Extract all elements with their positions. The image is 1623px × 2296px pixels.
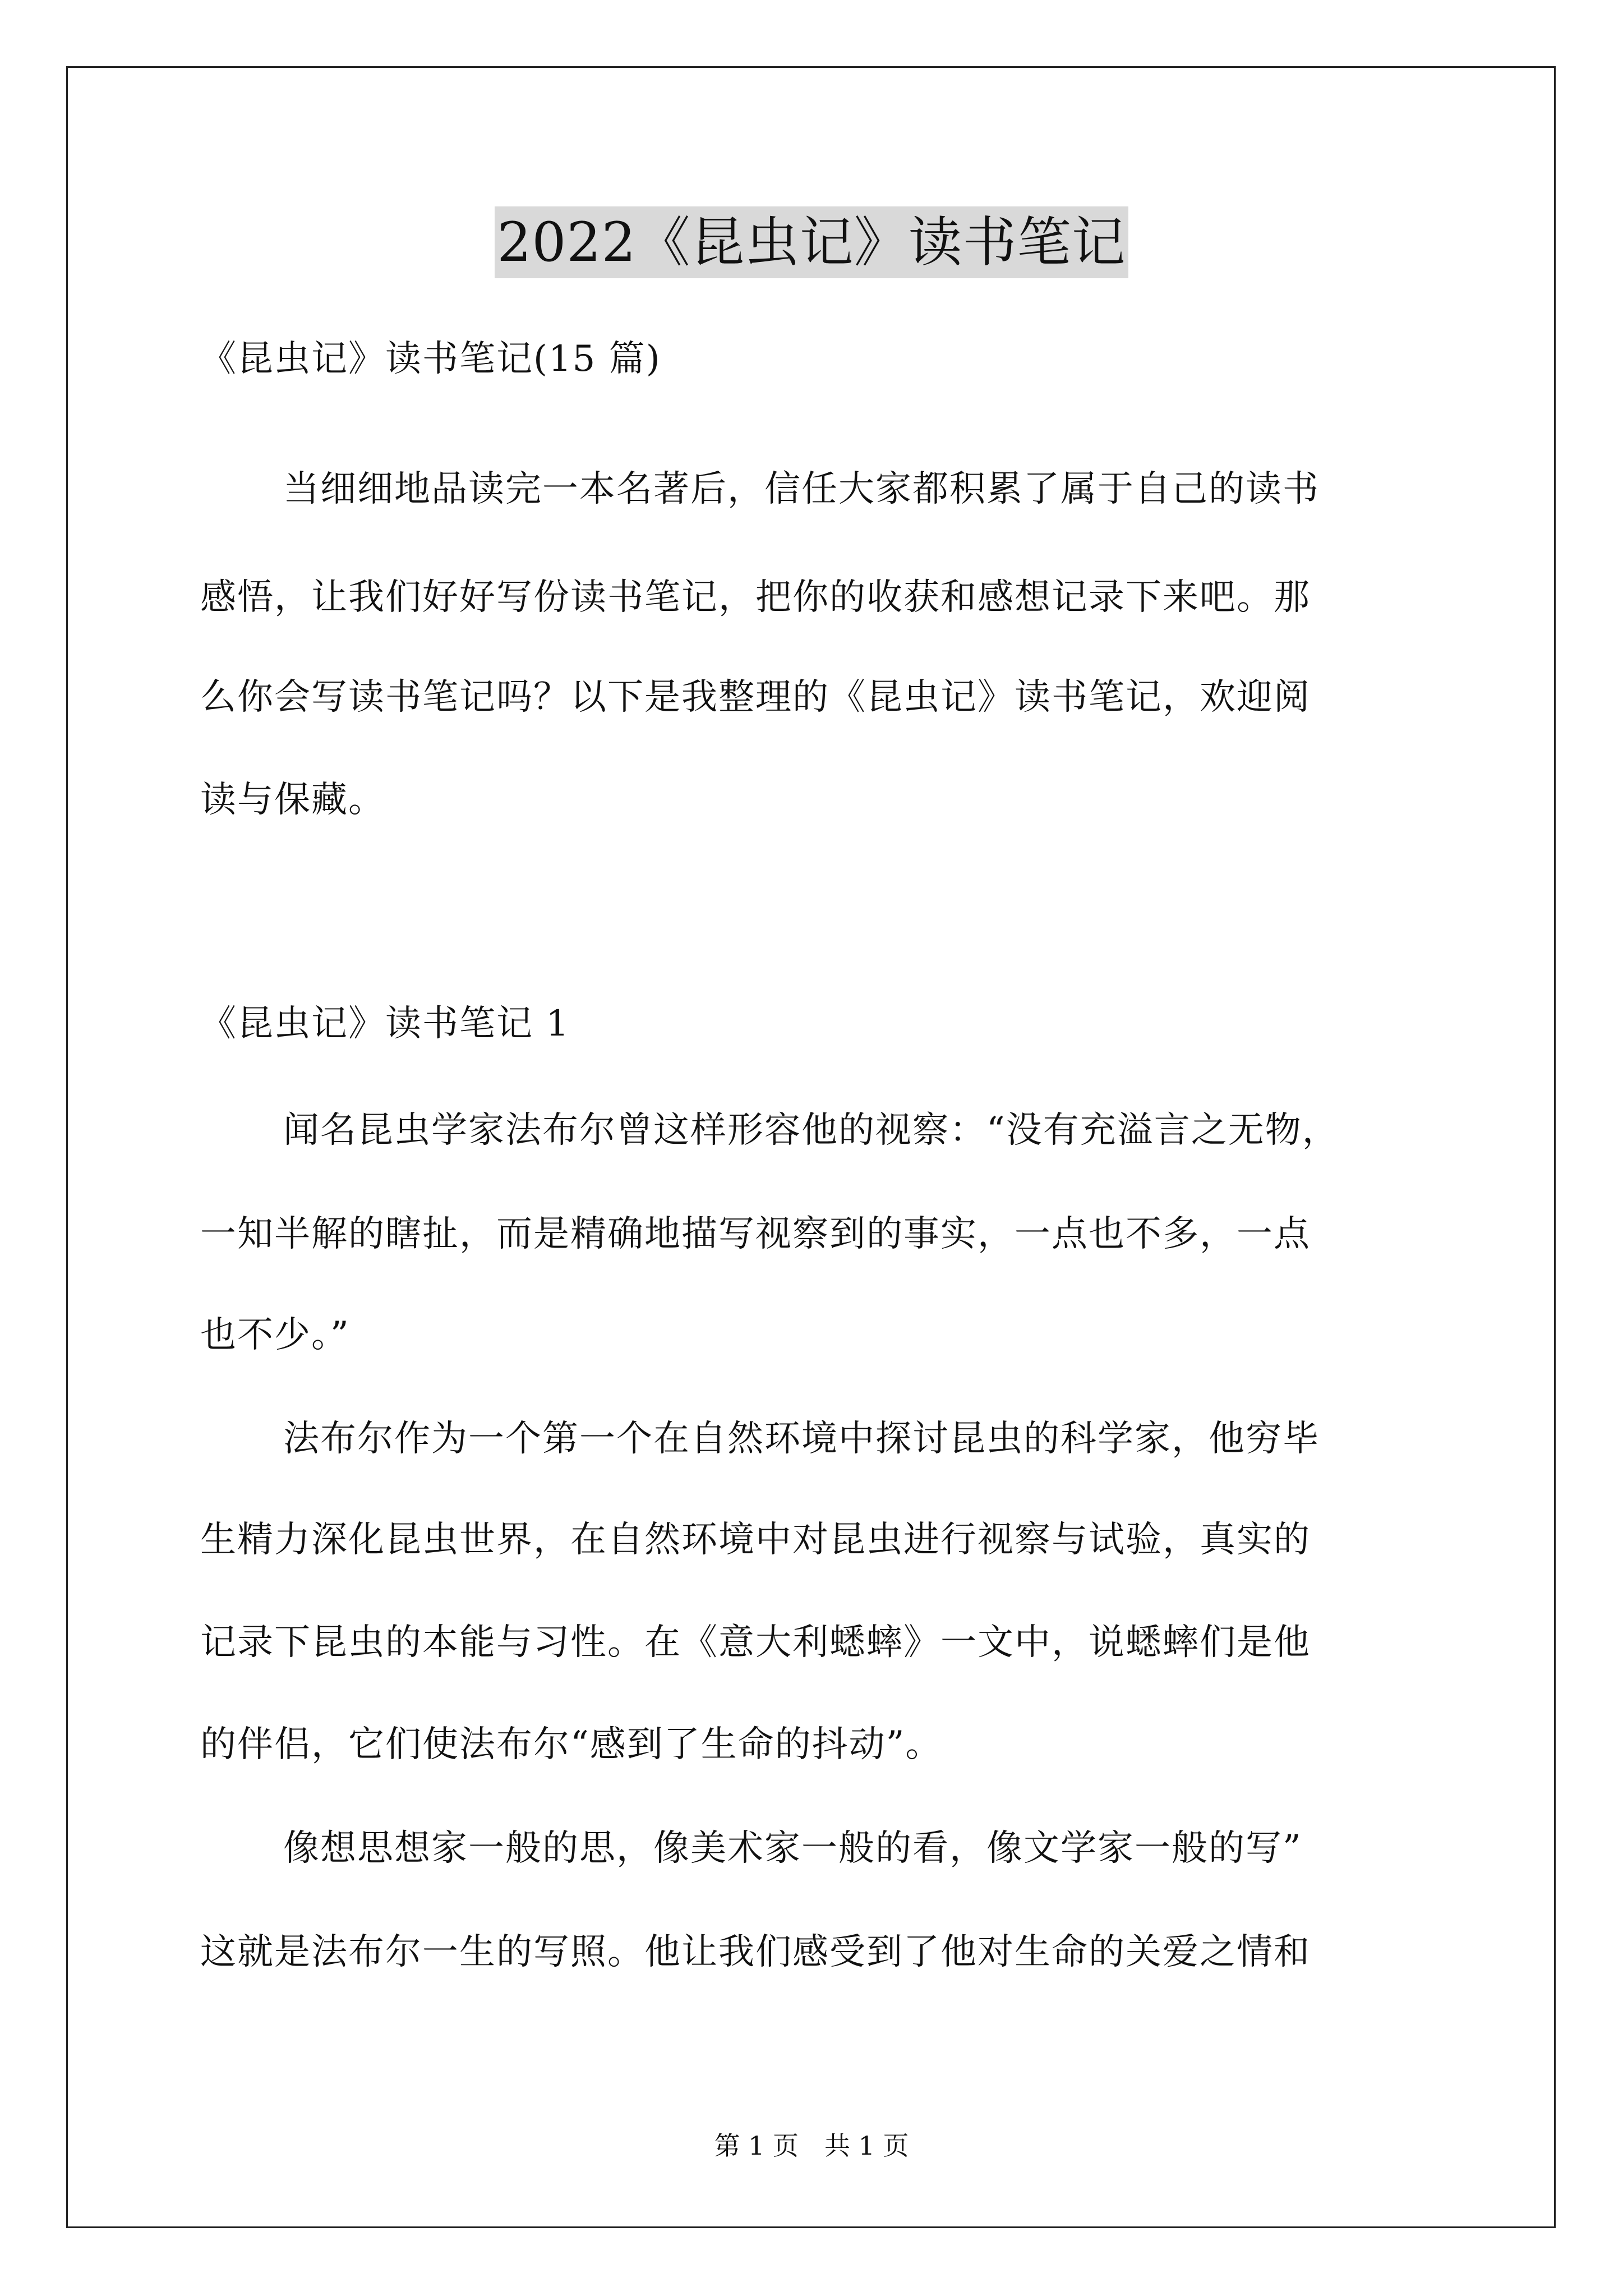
paragraph-line: 么你会写读书笔记吗？以下是我整理的《昆虫记》读书笔记，欢迎阅	[200, 677, 1311, 718]
section-heading: 《昆虫记》读书笔记(15 篇)	[200, 338, 661, 380]
paragraph-line: 这就是法布尔一生的写照。他让我们感受到了他对生命的关爱之情和	[200, 1931, 1311, 1973]
paragraph-line: 像想思想家一般的思，像美术家一般的看，像文学家一般的写”	[283, 1828, 1302, 1869]
document-title: 2022《昆虫记》读书笔记	[495, 206, 1128, 278]
paragraph-line: 的伴侣，它们使法布尔“感到了生命的抖动”。	[200, 1724, 943, 1765]
paragraph-line: 闻名昆虫学家法布尔曾这样形容他的视察：“没有充溢言之无物，	[283, 1110, 1339, 1151]
page-footer: 第 1 页 共 1 页	[714, 2131, 909, 2161]
paragraph-line: 读与保藏。	[200, 779, 385, 821]
paragraph-line: 一知半解的瞎扯，而是精确地描写视察到的事实，一点也不多，一点	[200, 1213, 1311, 1255]
paragraph-line: 也不少。”	[200, 1314, 350, 1356]
paragraph-line: 生精力深化昆虫世界，在自然环境中对昆虫进行视察与试验，真实的	[200, 1519, 1311, 1561]
title-container	[0, 206, 1623, 278]
paragraph-line: 法布尔作为一个第一个在自然环境中探讨昆虫的科学家，他穷毕	[283, 1418, 1320, 1460]
section-heading: 《昆虫记》读书笔记 1	[200, 1003, 570, 1045]
paragraph-line: 感悟，让我们好好写份读书笔记，把你的收获和感想记录下来吧。那	[200, 577, 1311, 618]
paragraph-line: 当细细地品读完一本名著后，信任大家都积累了属于自己的读书	[283, 468, 1320, 510]
paragraph-line: 记录下昆虫的本能与习性。在《意大利蟋蟀》一文中，说蟋蟀们是他	[200, 1622, 1311, 1663]
